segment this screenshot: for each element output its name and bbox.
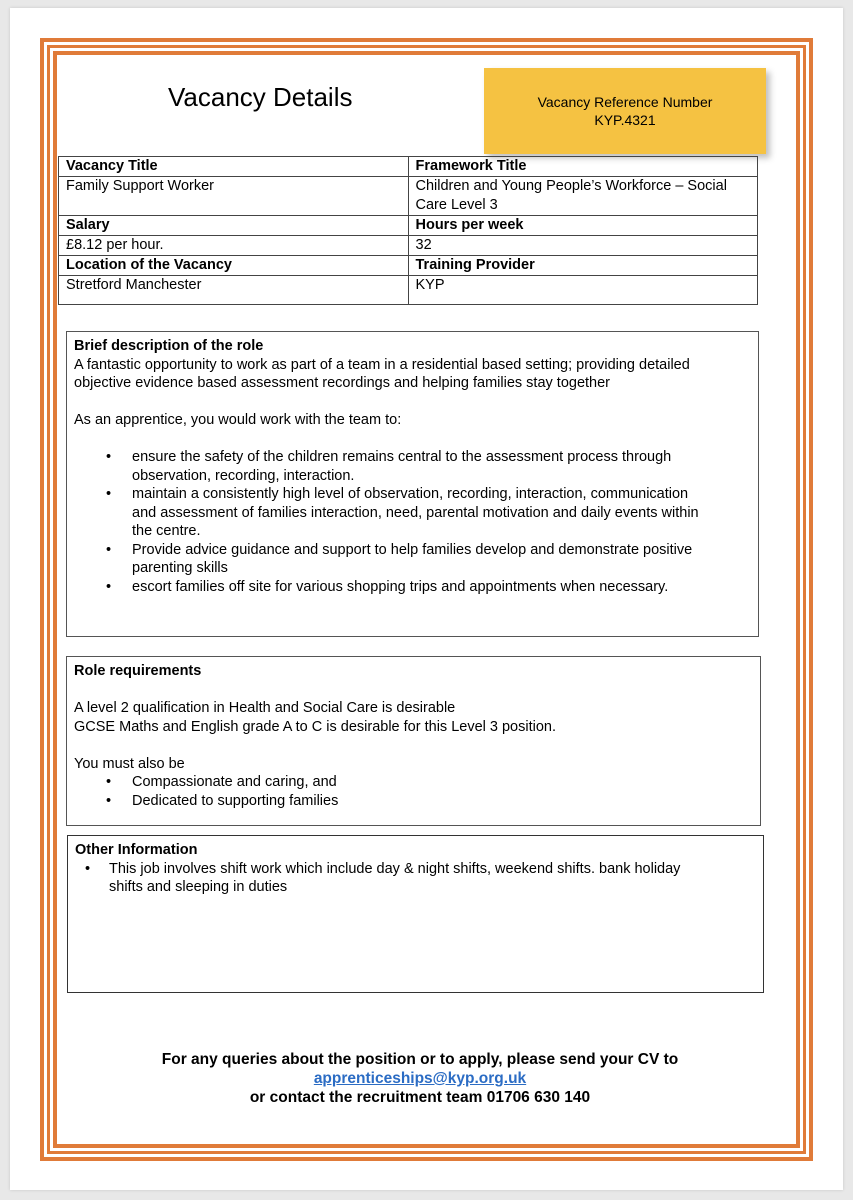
description-lead: As an apprentice, you would work with the team to: [74, 412, 402, 428]
description-text: A fantastic opportunity to work as part of a team in a residential based setting; providing detailed [74, 356, 690, 373]
bullet-icon: • [106, 486, 112, 502]
location-value: Stretford Manchester [59, 276, 409, 305]
salary-value: £8.12 per hour. [59, 236, 409, 256]
footer-contact: or contact the recruitment team 01706 630 140 [249, 1089, 591, 1106]
table-row [59, 157, 758, 177]
other-information-list [85, 860, 756, 897]
role-description-box [66, 331, 759, 637]
hours-label: Hours per week [408, 216, 758, 236]
provider-label: Training Provider [408, 256, 758, 276]
vacancy-title-value: Family Support Worker [59, 177, 409, 216]
location-label: Location of the Vacancy [59, 256, 409, 276]
page-title: Vacancy Details [168, 82, 353, 112]
footer-text: For any queries about the position or to apply, please send your CV to [161, 1051, 679, 1068]
requirements-lead: You must also be [74, 755, 185, 772]
vacancy-title-label: Vacancy Title [59, 157, 409, 177]
email-link[interactable]: apprenticeships@kyp.org.uk [313, 1070, 527, 1087]
duties-list [106, 448, 751, 596]
vacancy-details-table [58, 156, 758, 305]
framework-title-label: Framework Title [408, 157, 758, 177]
list-item: • Compassionate and caring, and [106, 774, 337, 790]
reference-box [484, 68, 766, 154]
salary-label: Salary [59, 216, 409, 236]
list-item: • Dedicated to supporting families [106, 792, 339, 809]
table-row [59, 216, 758, 236]
bullet-icon: • [106, 792, 112, 809]
bullet-icon: • [106, 774, 112, 790]
other-information-box [67, 835, 764, 993]
other-information-heading: Other Information [75, 842, 198, 858]
role-description-heading: Brief description of the role [74, 338, 264, 354]
bullet-icon: • [85, 860, 91, 877]
table-row [59, 256, 758, 276]
hours-value: 32 [408, 236, 758, 256]
provider-value: KYP [408, 276, 758, 305]
table-row [59, 236, 758, 256]
requirement-text: A level 2 qualification in Health and Social Care is desirable [74, 700, 456, 716]
requirement-text: GCSE Maths and English grade A to C is desirable for this Level 3 position. [74, 718, 556, 735]
reference-label: Vacancy Reference Number [537, 94, 713, 110]
framework-title-value [408, 177, 758, 216]
description-text: objective evidence based assessment recordings and helping families stay together [74, 375, 611, 391]
qualities-list [106, 773, 753, 810]
list-item: • ensure the safety of the children remains central to the assessment process through observation, recording, interaction. [106, 449, 672, 484]
bullet-icon: • [106, 541, 112, 558]
role-requirements-box [66, 656, 761, 826]
role-requirements-heading: Role requirements [74, 663, 202, 679]
contact-footer [60, 1050, 780, 1107]
table-row [59, 177, 758, 216]
list-item: • maintain a consistently high level of observation, recording, interaction, communication and assessment of families interaction, need, parental motivation and daily events within the centre. [106, 486, 699, 539]
framework-title-line: Care Level 3 [415, 197, 498, 213]
framework-title-line: Children and Young People’s Workforce – Social [415, 178, 727, 194]
table-row [59, 276, 758, 305]
bullet-icon: • [106, 449, 112, 465]
list-item: • Provide advice guidance and support to help families develop and demonstrate positive parenting skills [106, 541, 693, 576]
list-item: • escort families off site for various shopping trips and appointments when necessary. [106, 578, 669, 595]
bullet-icon: • [106, 578, 112, 595]
list-item: • This job involves shift work which include day & night shifts, weekend shifts. bank holiday shifts and sleeping in duties [85, 860, 681, 895]
reference-number: KYP.4321 [594, 112, 656, 128]
